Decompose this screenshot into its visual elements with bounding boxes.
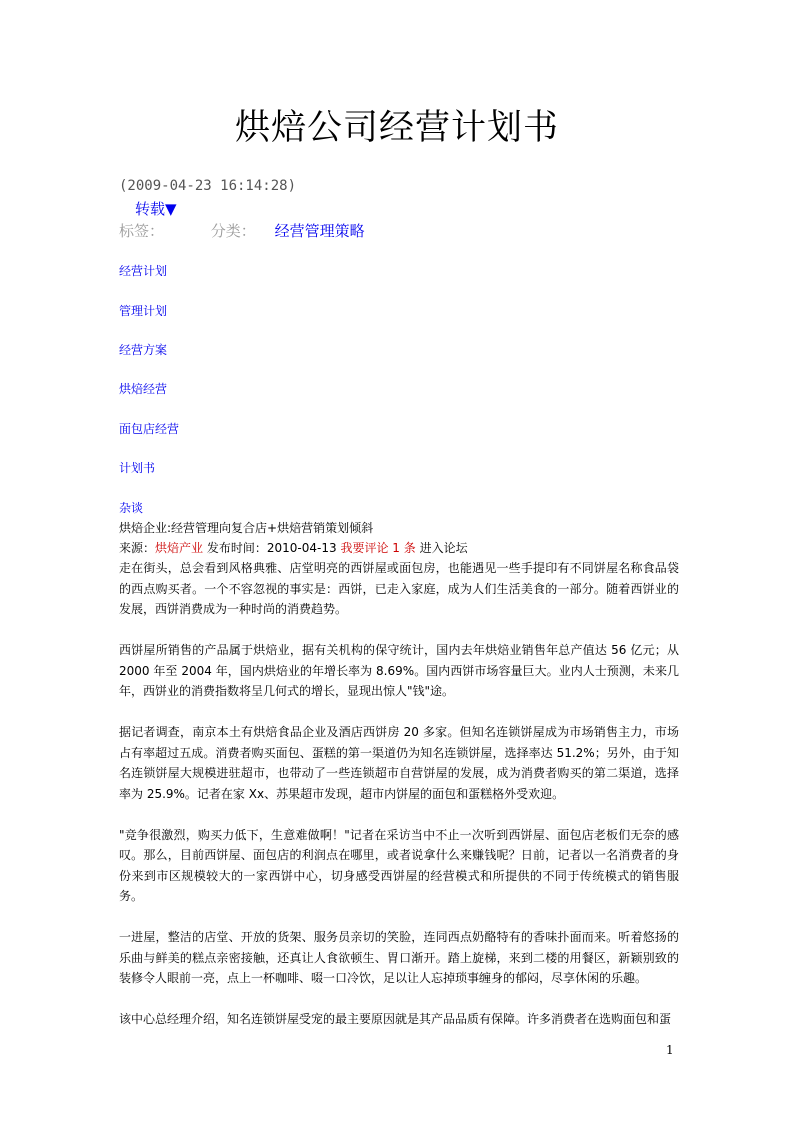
page-number: 1 bbox=[666, 1043, 674, 1057]
publish-date: 2010-04-13 bbox=[266, 541, 337, 555]
keyword-link-baking-business[interactable]: 烘焙经营 bbox=[119, 382, 168, 396]
paragraph: 该中心总经理介绍，知名连锁饼屋受宠的最主要原因就是其产品品质有保障。许多消费者在选购面包和蛋 bbox=[119, 1012, 672, 1026]
article-subtitle: 烘焙企业:经营管理向复合店+烘焙营销策划倾斜 bbox=[119, 521, 374, 535]
category-label: 分类： bbox=[210, 222, 256, 240]
keyword-link-bakery-business[interactable]: 面包店经营 bbox=[119, 422, 180, 436]
comment-count: 1 条 bbox=[392, 541, 416, 555]
repost-link[interactable]: 转载▼ bbox=[135, 200, 177, 218]
tags-label: 标签： bbox=[119, 222, 165, 240]
tags-row bbox=[119, 220, 365, 241]
paragraph: 一进屋，整洁的店堂、开放的货架、服务员亲切的笑脸，连同西点奶酪特有的香味扑面而来。听着悠扬的乐曲与鲜美的糕点亲密接触，还真让人食欲顿生、胃口渐开。踏上旋梯，来到二楼的用餐区，新颖别致的装修令人眼前一亮，点上一杯咖啡、啜一口冷饮，足以让人忘掉琐事缠身的郁闷，尽享休闲的乐趣。 bbox=[119, 930, 679, 985]
keyword-link-plan-book[interactable]: 计划书 bbox=[119, 461, 156, 475]
source-line bbox=[119, 539, 468, 556]
keyword-link-business-scheme[interactable]: 经营方案 bbox=[119, 343, 168, 357]
document-title: 烘焙公司经营计划书 bbox=[234, 108, 559, 148]
forum-link[interactable]: 进入论坛 bbox=[419, 541, 468, 555]
misc-label: 杂谈 bbox=[119, 501, 144, 515]
category-link[interactable]: 经营管理策略 bbox=[274, 222, 365, 240]
comment-link[interactable]: 我要评论 bbox=[340, 541, 389, 555]
keyword-link-business-plan[interactable]: 经营计划 bbox=[119, 264, 168, 278]
source-name-link[interactable]: 烘焙产业 bbox=[155, 541, 204, 555]
paragraph: 据记者调查，南京本土有烘焙食品企业及酒店西饼房 20 多家。但知名连锁饼屋成为市场销售主力，市场占有率超过五成。消费者购买面包、蛋糕的第一渠道仍为知名连锁饼屋，选择率达 51.2%；另外，由于知名连锁饼屋大规模进驻超市，也带动了一些连锁超市自营饼屋的发展，成为消费者购买的第二渠道，选择率为 25.9%。记者在家 Xx、苏果超市发现，超市内饼屋的面包和蛋糕格外受欢迎。 bbox=[119, 725, 679, 801]
keyword-link-management-plan[interactable]: 管理计划 bbox=[119, 304, 168, 318]
paragraph: "竞争很激烈，购买力低下，生意难做啊！"记者在采访当中不止一次听到西饼屋、面包店老板们无奈的感叹。那么，目前西饼屋、面包店的利润点在哪里，或者说拿什么来赚钱呢？日前，记者以一名消费者的身份来到市区规模较大的一家西饼中心，切身感受西饼屋的经营模式和所提供的不同于传统模式的销售服务。 bbox=[119, 827, 679, 903]
source-label: 来源： bbox=[119, 541, 156, 555]
post-timestamp: (2009-04-23 16:14:28) bbox=[119, 178, 297, 194]
paragraph: 走在街头，总会看到风格典雅、店堂明亮的西饼屋或面包房，也能遇见一些手提印有不同饼屋名称食品袋的西点购买者。一个不容忽视的事实是：西饼，已走入家庭，成为人们生活美食的一部分。随着西饼业的发展，西饼消费成为一种时尚的消费趋势。 bbox=[119, 561, 679, 616]
paragraph: 西饼屋所销售的产品属于烘焙业，据有关机构的保守统计，国内去年烘焙业销售年总产值达 56 亿元；从 2000 年至 2004 年，国内烘焙业的年增长率为 8.69%。国内西饼市场容量巨大。业内人士预测，未来几年，西饼业的消费指数将呈几何式的增长，显现出惊人"钱"途。 bbox=[119, 643, 679, 698]
publish-label: 发布时间： bbox=[203, 541, 267, 555]
article-body bbox=[119, 558, 679, 1050]
